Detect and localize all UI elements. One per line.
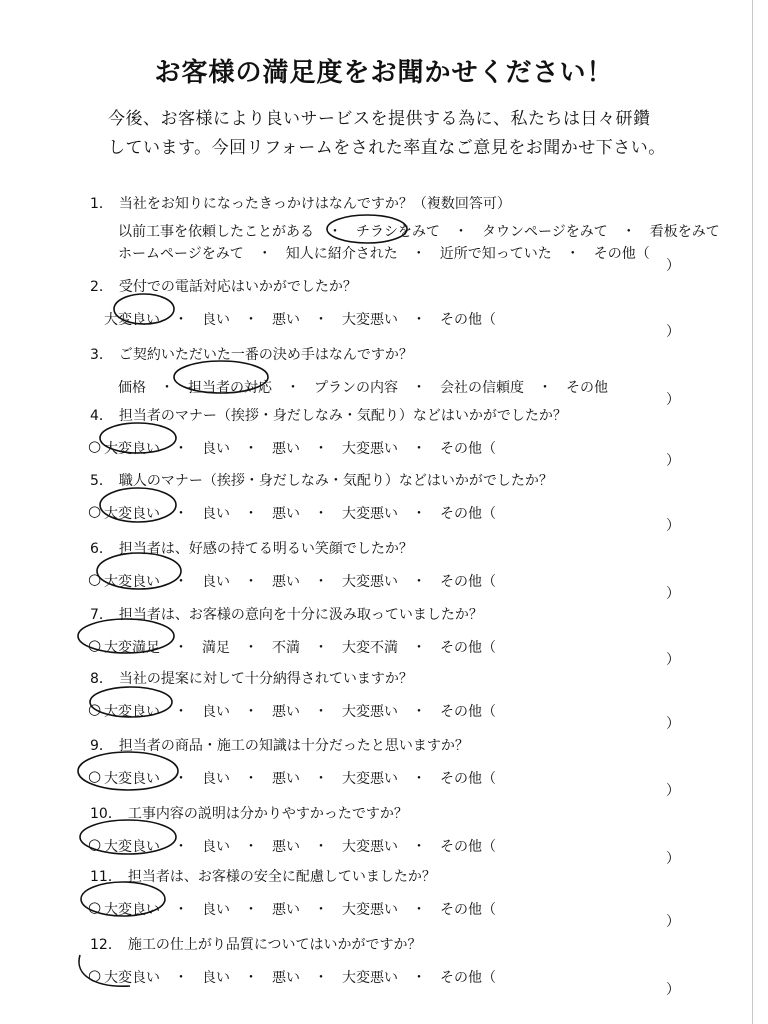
option-separator: ・ [174, 704, 188, 720]
option-separator: ・ [412, 640, 426, 656]
question-10-option[interactable]: その他（ [440, 839, 496, 855]
question-8-option[interactable]: 大変良い [104, 704, 160, 720]
question-2-option[interactable]: 良い [202, 312, 230, 328]
question-11-other-close-paren: ） [666, 914, 680, 930]
option-separator: ・ [314, 574, 328, 590]
question-1-option[interactable]: 看板をみて [649, 224, 720, 240]
question-3-option[interactable]: 価格 [118, 380, 146, 396]
question-3-option[interactable]: 会社の信頼度 [440, 380, 524, 396]
question-8-option[interactable]: 悪い [272, 704, 300, 720]
question-1-option[interactable]: ホームページをみて [118, 246, 244, 262]
handwritten-check-mark: ○ [88, 767, 102, 785]
question-6 [90, 538, 413, 558]
question-11-option[interactable]: 良い [202, 902, 230, 918]
question-3 [90, 344, 413, 364]
question-9-option[interactable]: 悪い [272, 771, 300, 787]
question-text: 当社をお知りになったきっかけはなんですか？（複数回答可） [118, 196, 511, 212]
question-1-options [118, 243, 650, 263]
page-edge-line [752, 0, 753, 1024]
question-10-other-close-paren: ） [666, 851, 680, 867]
question-6-option[interactable]: 大変良い [104, 574, 160, 590]
handwritten-check-mark: ○ [88, 966, 102, 984]
option-separator: ・ [174, 640, 188, 656]
intro-line-2: しています。今回リフォームをされた率直なご意見をお聞かせ下さい。 [108, 138, 666, 158]
option-separator: ・ [174, 506, 188, 522]
option-separator: ・ [314, 441, 328, 457]
question-11-option[interactable]: 大変良い [104, 902, 160, 918]
question-11-option[interactable]: その他（ [440, 902, 496, 918]
question-2 [90, 276, 357, 296]
option-separator: ・ [314, 839, 328, 855]
option-separator: ・ [412, 902, 426, 918]
question-text: ご契約いただいた一番の決め手はなんですか？ [118, 347, 413, 363]
question-7-option[interactable]: 不満 [272, 640, 300, 656]
question-9-other-close-paren: ） [666, 783, 680, 799]
option-separator: ・ [621, 224, 636, 240]
question-6-options [104, 571, 496, 591]
question-4-option[interactable]: 大変良い [104, 441, 160, 457]
question-9-option[interactable]: 大変悪い [342, 771, 398, 787]
question-text: 担当者の商品・施工の知識は十分だったと思いますか？ [118, 738, 469, 754]
option-separator: ・ [244, 902, 258, 918]
question-4-option[interactable]: 大変悪い [342, 441, 398, 457]
question-number: 9． [90, 738, 113, 754]
handwritten-check-mark: ○ [88, 835, 102, 853]
question-8-option[interactable]: 良い [202, 704, 230, 720]
question-1 [90, 193, 511, 213]
question-7-option[interactable]: 大変満足 [104, 640, 160, 656]
option-separator: ・ [314, 640, 328, 656]
question-12-option[interactable]: 大変悪い [342, 970, 398, 986]
question-text: 職人のマナー（挨拶・身だしなみ・気配り）などはいかがでしたか？ [118, 473, 553, 489]
option-separator: ・ [174, 574, 188, 590]
question-10-option[interactable]: 良い [202, 839, 230, 855]
question-5-other-close-paren: ） [666, 518, 680, 534]
option-separator: ・ [314, 970, 328, 986]
option-separator: ・ [174, 441, 188, 457]
question-1-option[interactable]: 知人に紹介された [285, 246, 398, 262]
question-1-options [118, 221, 720, 241]
question-3-option[interactable]: その他 [566, 380, 608, 396]
question-10-options [104, 836, 496, 856]
option-separator: ・ [244, 839, 258, 855]
question-number: 11． [90, 869, 122, 885]
question-9-option[interactable]: 大変良い [104, 771, 160, 787]
option-separator: ・ [174, 312, 188, 328]
question-10-option[interactable]: 悪い [272, 839, 300, 855]
handwritten-check-mark: ○ [88, 437, 102, 455]
question-9 [90, 735, 469, 755]
question-number: 4． [90, 408, 113, 424]
question-11-option[interactable]: 大変悪い [342, 902, 398, 918]
option-separator: ・ [412, 574, 426, 590]
question-4 [90, 405, 567, 425]
handwritten-check-mark: ○ [88, 898, 102, 916]
question-5-option[interactable]: 大変良い [104, 506, 160, 522]
question-text: 工事内容の説明は分かりやすかったですか？ [127, 806, 408, 822]
question-number: 12． [90, 937, 122, 953]
question-3-option[interactable]: 担当者の対応 [188, 380, 272, 396]
question-11-option[interactable]: 悪い [272, 902, 300, 918]
question-5-option[interactable]: 悪い [272, 506, 300, 522]
question-5 [90, 470, 553, 490]
question-5-option[interactable]: 良い [202, 506, 230, 522]
question-text: 受付での電話対応はいかがでしたか？ [118, 279, 357, 295]
option-separator: ・ [244, 441, 258, 457]
question-2-other-close-paren: ） [666, 324, 680, 340]
question-number: 2． [90, 279, 113, 295]
question-number: 8． [90, 671, 113, 687]
question-2-option[interactable]: 大変良い [104, 312, 160, 328]
question-5-options [104, 503, 496, 523]
option-separator: ・ [244, 574, 258, 590]
question-9-option[interactable]: その他（ [440, 771, 496, 787]
handwritten-check-mark: ○ [88, 502, 102, 520]
option-separator: ・ [314, 704, 328, 720]
question-number: 5． [90, 473, 113, 489]
option-separator: ・ [412, 839, 426, 855]
question-7 [90, 604, 483, 624]
question-10-option[interactable]: 大変悪い [342, 839, 398, 855]
question-8-other-close-paren: ） [666, 716, 680, 732]
question-number: 3． [90, 347, 113, 363]
question-8 [90, 668, 413, 688]
question-3-option[interactable]: プランの内容 [314, 380, 398, 396]
option-separator: ・ [538, 380, 552, 396]
question-5-option[interactable]: その他（ [440, 506, 496, 522]
question-6-other-close-paren: ） [666, 586, 680, 602]
question-number: 6． [90, 541, 113, 557]
option-separator: ・ [174, 902, 188, 918]
question-number: 7． [90, 607, 113, 623]
question-1-option[interactable]: 近所で知っていた [439, 246, 552, 262]
handwritten-check-mark: ○ [88, 636, 102, 654]
question-6-option[interactable]: 良い [202, 574, 230, 590]
option-separator: ・ [412, 380, 426, 396]
option-separator: ・ [314, 771, 328, 787]
question-1-other-close-paren: ） [666, 258, 680, 274]
question-text: 担当者は、お客様の意向を十分に汲み取っていましたか？ [118, 607, 483, 623]
option-separator: ・ [314, 506, 328, 522]
question-4-other-close-paren: ） [666, 453, 680, 469]
question-7-option[interactable]: 大変不満 [342, 640, 398, 656]
question-12-option[interactable]: 良い [202, 970, 230, 986]
question-12-option[interactable]: 大変良い [104, 970, 160, 986]
option-separator: ・ [412, 704, 426, 720]
question-12-option[interactable]: その他（ [440, 970, 496, 986]
question-1-option[interactable]: チラシをみて [356, 224, 440, 240]
question-2-option[interactable]: 大変悪い [342, 312, 398, 328]
option-separator: ・ [412, 506, 426, 522]
question-3-options [118, 377, 608, 397]
option-separator: ・ [244, 640, 258, 656]
question-1-option[interactable]: タウンページをみて [482, 224, 608, 240]
option-separator: ・ [412, 970, 426, 986]
page-title: お客様の満足度をお聞かせください！ [154, 58, 614, 88]
option-separator: ・ [244, 704, 258, 720]
option-separator: ・ [412, 312, 426, 328]
option-separator: ・ [565, 246, 580, 262]
question-4-option[interactable]: 良い [202, 441, 230, 457]
question-5-option[interactable]: 大変悪い [342, 506, 398, 522]
question-6-option[interactable]: その他（ [440, 574, 496, 590]
question-7-other-close-paren: ） [666, 652, 680, 668]
option-separator: ・ [160, 380, 174, 396]
option-separator: ・ [174, 970, 188, 986]
option-separator: ・ [257, 246, 272, 262]
question-12-other-close-paren: ） [666, 982, 680, 998]
question-text: 当社の提案に対して十分納得されていますか？ [118, 671, 413, 687]
option-separator: ・ [174, 771, 188, 787]
question-1-option[interactable]: その他（ [593, 246, 650, 262]
question-12 [90, 934, 422, 954]
question-text: 担当者は、お客様の安全に配慮していましたか？ [127, 869, 436, 885]
option-separator: ・ [244, 970, 258, 986]
option-separator: ・ [328, 224, 342, 240]
question-2-option[interactable]: 悪い [272, 312, 300, 328]
question-4-option[interactable]: 悪い [272, 441, 300, 457]
question-11 [90, 866, 436, 886]
question-2-option[interactable]: その他（ [440, 312, 496, 328]
question-text: 担当者のマナー（挨拶・身だしなみ・気配り）などはいかがでしたか？ [118, 408, 567, 424]
question-1-option[interactable]: 以前工事を依頼したことがある [118, 224, 314, 240]
question-7-options [104, 637, 496, 657]
question-4-option[interactable]: その他（ [440, 441, 496, 457]
handwritten-check-mark: ○ [88, 700, 102, 718]
option-separator: ・ [454, 224, 468, 240]
option-separator: ・ [244, 506, 258, 522]
option-separator: ・ [244, 312, 258, 328]
option-separator: ・ [412, 771, 426, 787]
question-4-options [104, 438, 496, 458]
question-6-option[interactable]: 悪い [272, 574, 300, 590]
option-separator: ・ [411, 246, 426, 262]
question-9-option[interactable]: 良い [202, 771, 230, 787]
option-separator: ・ [286, 380, 300, 396]
question-12-option[interactable]: 悪い [272, 970, 300, 986]
question-number: 10． [90, 806, 122, 822]
question-8-options [104, 701, 496, 721]
question-9-options [104, 768, 496, 788]
question-8-option[interactable]: 大変悪い [342, 704, 398, 720]
question-3-other-close-paren: ） [666, 392, 680, 408]
question-6-option[interactable]: 大変悪い [342, 574, 398, 590]
handwritten-check-mark: ○ [88, 570, 102, 588]
question-7-option[interactable]: その他（ [440, 640, 496, 656]
question-number: 1． [90, 196, 113, 212]
question-text: 施工の仕上がり品質についてはいかがですか？ [127, 937, 422, 953]
option-separator: ・ [314, 312, 328, 328]
question-8-option[interactable]: その他（ [440, 704, 496, 720]
option-separator: ・ [412, 441, 426, 457]
question-2-options [104, 309, 496, 329]
question-10-option[interactable]: 大変良い [104, 839, 160, 855]
option-separator: ・ [174, 839, 188, 855]
option-separator: ・ [244, 771, 258, 787]
intro-line-1: 今後、お客様により良いサービスを提供する為に、私たちは日々研鑽 [108, 109, 651, 129]
question-7-option[interactable]: 満足 [202, 640, 230, 656]
question-11-options [104, 899, 496, 919]
question-text: 担当者は、好感の持てる明るい笑顔でしたか？ [118, 541, 413, 557]
option-separator: ・ [314, 902, 328, 918]
question-12-options [104, 967, 496, 987]
question-10 [90, 803, 408, 823]
